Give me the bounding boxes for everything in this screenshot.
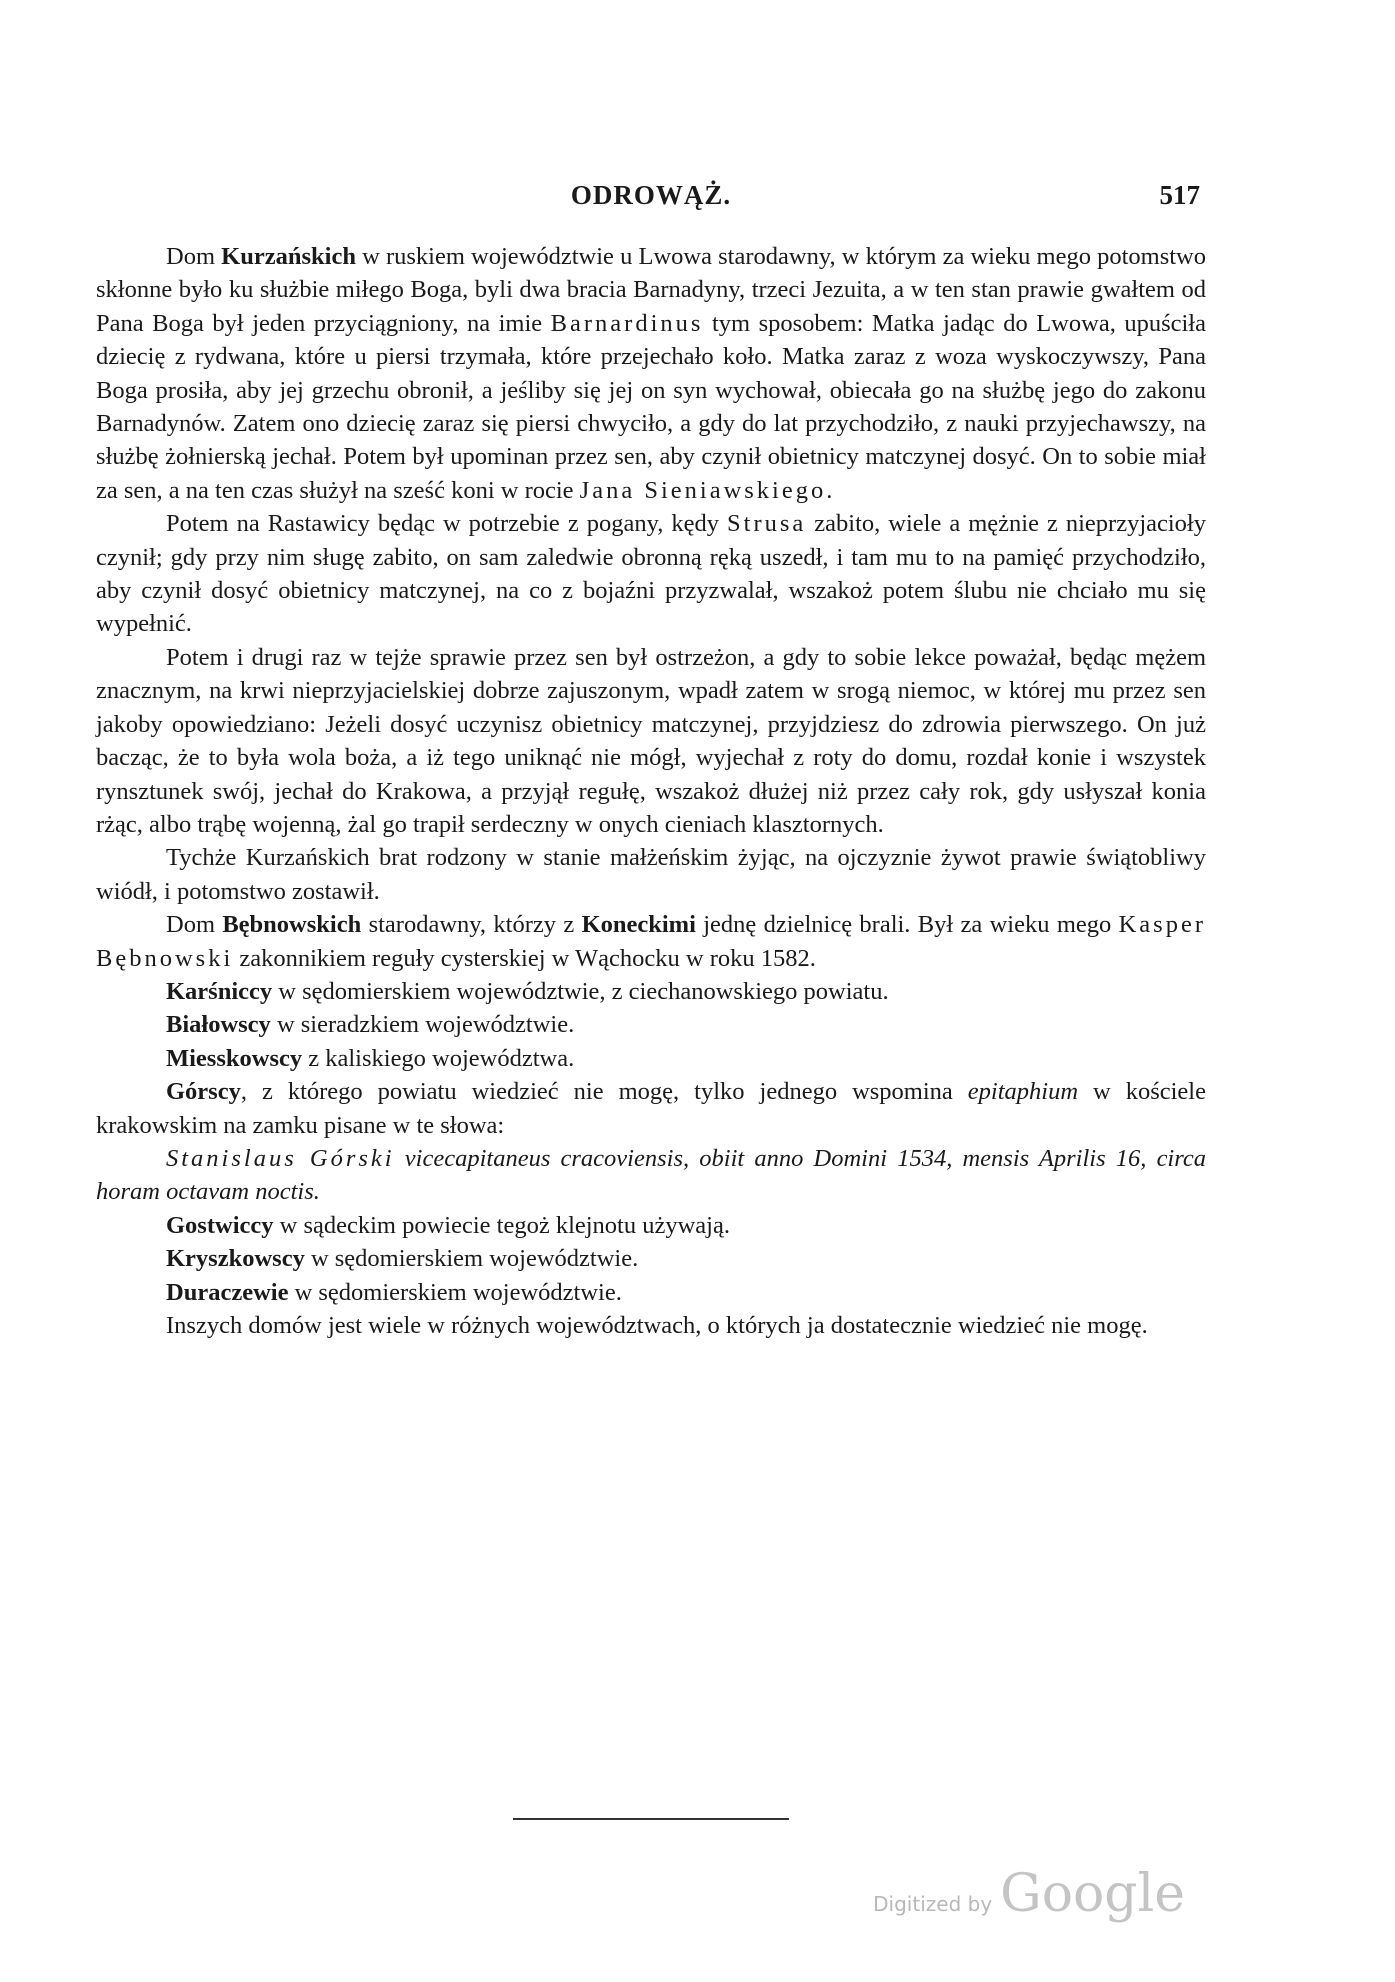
- paragraph-p10: [96, 1142, 1206, 1209]
- paragraph-p2: [96, 507, 1206, 641]
- paragraph-p9: [96, 1075, 1206, 1142]
- page-number: 517: [1159, 180, 1200, 210]
- page-title: ODROWĄŻ.: [570, 180, 732, 210]
- paragraph-text: Górscy: [166, 1078, 241, 1106]
- paragraph-text: w sieradzkiem województwie.: [270, 1011, 575, 1039]
- paragraph-text: Strusa: [727, 510, 807, 538]
- paragraph-text: zakonnikiem reguły cysterskiej w Wąchocku w roku 1582.: [233, 944, 816, 972]
- paragraph-text: Barnardinus: [550, 309, 704, 337]
- paragraph-text: Kurzańskich: [221, 243, 356, 270]
- closing-rule: [513, 1818, 789, 1820]
- paragraph-text: w sądeckim powiecie tegoż klejnotu używają.: [273, 1211, 730, 1239]
- paragraph-text: Kryszkowscy: [166, 1245, 305, 1273]
- paragraph-text: jednę dzielnicę brali. Był za wieku mego: [695, 911, 1119, 939]
- paragraph-text: Koneckimi: [581, 911, 696, 939]
- paragraph-p13: [96, 1276, 1206, 1309]
- paragraph-p4: [96, 841, 1206, 908]
- paragraph-text: Duraczewie: [166, 1278, 289, 1306]
- paragraph-text: Gostwiccy: [166, 1211, 274, 1239]
- paragraph-text: Tychże Kurzańskich brat rodzony w stanie małżeńskim żyjąc, na ojczyznie żywot prawie świątobliwy wiódł, i potomstwo zostawił.: [96, 844, 1206, 905]
- paragraph-text: w sędomierskiem województwie, z ciechanowskiego powiatu.: [272, 977, 889, 1005]
- paragraph-p12: [96, 1242, 1206, 1275]
- paragraph-p3: [96, 641, 1206, 841]
- paragraph-text: z kaliskiego województwa.: [302, 1044, 575, 1072]
- paragraph-text: Bębnowskich: [222, 911, 362, 939]
- digitized-watermark: [873, 1864, 1185, 1924]
- paragraph-text: Karśniccy: [166, 977, 273, 1005]
- paragraph-text: Potem i drugi raz w tejże sprawie przez sen był ostrzeżon, a gdy to sobie lekce poważał, będąc mężem znacznym, na krwi nieprzyjacielskiej dobrze zajuszonym, wpadł zatem w srogą niemoc, w której mu przez sen jakoby opowiedziano: Jeżeli dosyć uczynisz obietnicy matczynej, przyjdziesz do zdrowia pierwszego. On już bacząc, że to była wola boża, a iż tego uniknąć nie mógł, wyjechał z roty do domu, rozdał konie i wszystek rynsztunek swój, jechał do Krakowa, a przyjął regułę, wszakoż dłużej niż przez cały rok, gdy usłyszał konia rżąc, albo trąbę wojenną, żal go trapił serdeczny w onych cieniach klasztornych.: [96, 643, 1206, 838]
- paragraph-text: Stanislaus Górski: [166, 1144, 395, 1172]
- paragraph-p11: [96, 1209, 1206, 1242]
- paragraph-text: Kasper Bębnowski: [96, 911, 1206, 972]
- paragraph-text: Białowscy: [166, 1011, 271, 1039]
- paragraph-text: w sędomierskiem województwie.: [304, 1245, 639, 1273]
- watermark-prefix: Digitized by: [873, 1892, 993, 1916]
- paragraph-text: , z którego powiatu wiedzieć nie mogę, tylko jednego wspomina: [240, 1078, 968, 1106]
- paragraph-text: zabito, wiele a mężnie z nieprzyjacioły czynił; gdy przy nim sługę zabito, on sam zaledwie obronną ręką uszedł, i tam mu to na pamięć przychodziło, aby czynił dosyć obietnicy matczynej, na co z bojaźni przyzwalał, wszakoż potem ślubu nie chciało mu się wypełnić.: [96, 510, 1206, 638]
- paragraph-p6: [96, 975, 1206, 1008]
- paragraph-text: vicecapitaneus cracoviensis, obiit anno Domini 1534, mensis Aprilis 16, circa horam octavam noctis.: [96, 1144, 1206, 1206]
- paragraph-text: Dom: [166, 243, 222, 270]
- paragraph-p7: [96, 1008, 1206, 1041]
- paragraph-text: Inszych domów jest wiele w różnych województwach, o których ja dostatecznie wiedzieć nie mogę.: [166, 1312, 1148, 1339]
- paragraph-p14: [96, 1309, 1206, 1342]
- paragraph-text: tym sposobem: Matka jadąc do Lwowa, upuściła dziecię z rydwana, które u piersi trzymała, które przejechało koło. Matka zaraz z woza wyskoczywszy, Pana Boga prosiła, aby jej grzechu obronił, a jeśliby się jej on syn wychował, obiecała go na służbę jego do zakonu Barnadynów. Zatem ono dziecię zaraz się piersi chwyciło, a gdy do lat przychodziło, z nauki przyjechawszy, na służbę żołnierską jechał. Potem był upominan przez sen, aby czynił obietnicy matczynej dosyć. On to sobie miał za sen, a na ten czas służył na sześć koni w rocie: [96, 309, 1206, 504]
- running-head: [96, 180, 1206, 220]
- paragraph-p1: [96, 240, 1206, 507]
- paragraph-text: Potem na Rastawicy będąc w potrzebie z pogany, kędy: [166, 510, 728, 538]
- paragraph-text: w ruskiem województwie u Lwowa starodawny, w którym za wieku mego potomstwo skłonne było ku służbie miłego Boga, byli dwa bracia Barnadyny, trzeci Jezuita, a w ten stan prawie gwałtem od Pana Boga był jeden przyciągniony, na imie: [96, 243, 1207, 337]
- paragraph-p8: [96, 1042, 1206, 1075]
- paragraph-text: epitaphium: [967, 1078, 1079, 1106]
- paragraph-text: .: [826, 476, 833, 504]
- paragraph-text: Dom: [166, 911, 223, 939]
- paragraph-text: w kościele krakowskim na zamku pisane w te słowa:: [96, 1078, 1206, 1139]
- paragraph-p5: [96, 908, 1206, 975]
- book-page: [96, 0, 1206, 1982]
- paragraph-text: w sędomierskiem województwie.: [288, 1278, 622, 1306]
- page-body: [96, 240, 1206, 1342]
- google-logo: Google: [1000, 1864, 1185, 1924]
- paragraph-text: Miesskowscy: [166, 1044, 303, 1072]
- paragraph-text: Jana Sieniawskiego: [579, 476, 827, 504]
- paragraph-text: starodawny, którzy z: [361, 911, 582, 939]
